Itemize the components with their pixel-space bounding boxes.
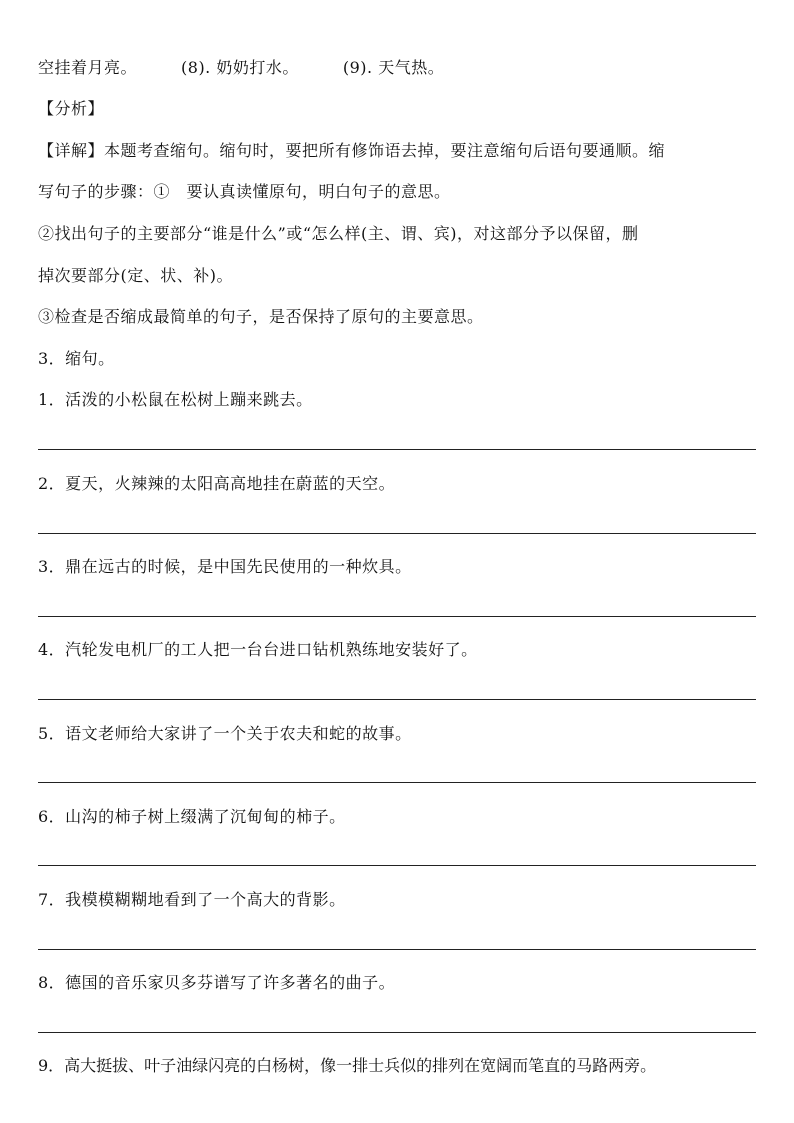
answer-7-tail: 空挂着月亮。: [38, 58, 138, 77]
answer-blank-4[interactable]: [38, 699, 756, 700]
question-8: 8．德国的音乐家贝多芬谱写了许多著名的曲子。: [38, 973, 396, 992]
explanation-line-5: ③检查是否缩成最简单的句子，是否保持了原句的主要意思。: [38, 307, 484, 326]
question-2: 2．夏天，火辣辣的太阳高高地挂在蔚蓝的天空。: [38, 474, 396, 493]
explanation-line-4: 掉次要部分(定、状、补)。: [38, 266, 233, 285]
question-6: 6．山沟的柿子树上缀满了沉甸甸的柿子。: [38, 807, 346, 826]
explanation-line-2: 写句子的步骤：① 要认真读懂原句，明白句子的意思。: [38, 182, 451, 201]
question-3: 3．鼎在远古的时候，是中国先民使用的一种炊具。: [38, 557, 412, 576]
answer-line: [38, 58, 444, 78]
explanation-line-1: 【详解】本题考查缩句。缩句时，要把所有修饰语去掉，要注意缩句后语句要通顺。缩: [38, 141, 666, 160]
answer-blank-7[interactable]: [38, 949, 756, 950]
analysis-label: 【分析】: [38, 99, 105, 118]
question-1: 1．活泼的小松鼠在松树上蹦来跳去。: [38, 390, 313, 409]
answer-blank-2[interactable]: [38, 533, 756, 534]
answer-blank-3[interactable]: [38, 616, 756, 617]
answer-blank-5[interactable]: [38, 782, 756, 783]
answer-blank-6[interactable]: [38, 865, 756, 866]
answer-9: (9). 天气热。: [342, 58, 445, 77]
explanation-line-3: ②找出句子的主要部分“谁是什么”或“怎么样(主、谓、宾)，对这部分予以保留，删: [38, 224, 639, 243]
section-title: 3．缩句。: [38, 349, 115, 368]
question-7: 7．我模模糊糊地看到了一个高大的背影。: [38, 890, 346, 909]
question-5: 5．语文老师给大家讲了一个关于农夫和蛇的故事。: [38, 724, 412, 743]
answer-blank-1[interactable]: [38, 449, 756, 450]
answer-8: (8). 奶奶打水。: [181, 58, 299, 77]
answer-blank-8[interactable]: [38, 1032, 756, 1033]
question-4: 4．汽轮发电机厂的工人把一台台进口钻机熟练地安装好了。: [38, 640, 478, 659]
question-9: 9．高大挺拔、叶子油绿闪亮的白杨树，像一排士兵似的排列在宽阔而笔直的马路两旁。: [38, 1056, 657, 1075]
